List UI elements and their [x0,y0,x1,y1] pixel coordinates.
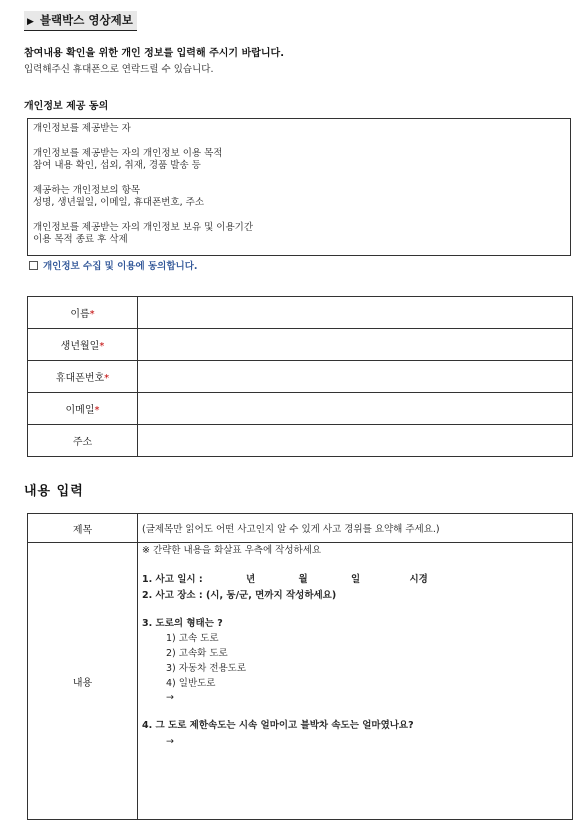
address-label [28,425,138,457]
required-mark: * [89,309,95,320]
content-table [27,513,573,820]
year-label: 년 [245,574,256,585]
consent-items-title: 제공하는 개인정보의 항목 [33,184,140,196]
page-title [24,11,137,31]
email-label [28,393,138,425]
personal-info-table [27,296,573,457]
consent-purpose: 참여 내용 확인, 섭외, 취재, 경품 발송 등 [33,160,201,171]
email-input[interactable] [138,393,573,425]
body-textarea[interactable] [138,543,573,820]
field-label: 생년월일 [60,341,100,352]
body-note: ※ 간략한 내용을 화살표 우측에 작성하세요 [142,545,322,556]
table-row [28,361,573,393]
address-input[interactable] [138,425,573,457]
accident-date-line [142,574,568,586]
birthdate-input[interactable] [138,329,573,361]
agree-checkbox-row[interactable] [29,258,198,272]
phone-input[interactable] [138,361,573,393]
required-mark: * [99,341,105,352]
q1-label: 1. 사고 일시 : [142,574,203,585]
consent-recipient: 개인정보를 제공받는 자 [33,123,131,134]
table-row [28,393,573,425]
arrow-icon: → [166,736,174,747]
table-row [28,329,573,361]
subject-input[interactable]: (글제목만 읽어도 어떤 사고인지 알 수 있게 사고 경위를 요약해 주세요.) [138,514,573,543]
consent-period: 이용 목적 종료 후 삭제 [33,234,128,245]
road-type-item: 2) 고속화 도로 [166,648,228,659]
consent-heading: 개인정보 제공 동의 [24,101,109,112]
body-label: 내용 [28,543,138,820]
consent-purpose-title: 개인정보를 제공받는 자의 개인정보 이용 목적 [33,147,223,159]
intro-line-2: 입력해주신 휴대폰으로 연락드릴 수 있습니다. [24,64,214,75]
table-row [28,297,573,329]
field-label: 휴대폰번호 [55,373,105,384]
q3: 3. 도로의 형태는 ? [142,618,223,629]
consent-textbox[interactable] [27,118,571,256]
table-row [28,543,573,820]
subject-label: 제목 [28,514,138,543]
road-type-item: 4) 일반도로 [166,678,216,689]
q4: 4. 그 도로 제한속도는 시속 얼마이고 블박차 속도는 얼마였나요? [142,720,414,731]
consent-items: 성명, 생년월일, 이메일, 휴대폰번호, 주소 [33,197,204,208]
required-mark: * [104,373,110,384]
required-mark: * [94,405,100,416]
table-row [28,425,573,457]
road-type-item: 3) 자동차 전용도로 [166,663,247,674]
arrow-icon: → [166,692,174,703]
birthdate-label [28,329,138,361]
q2: 2. 사고 장소 : (시, 동/군, 면까지 작성하세요) [142,590,337,601]
field-label: 이름 [70,309,90,320]
consent-period-title: 개인정보를 제공받는 자의 개인정보 보유 및 이용기간 [33,221,254,233]
agree-label[interactable]: 개인정보 수집 및 이용에 동의합니다. [43,261,198,272]
name-label [28,297,138,329]
name-input[interactable] [138,297,573,329]
field-label: 이메일 [65,405,95,416]
triangle-right-icon: ▶ [27,17,34,27]
day-label: 일 [350,574,361,585]
month-label: 월 [298,574,308,585]
intro-line-1: 참여내용 확인을 위한 개인 정보를 입력해 주시기 바랍니다. [24,48,285,59]
page-title-text: 블랙박스 영상제보 [39,13,133,27]
agree-checkbox[interactable] [29,261,38,270]
field-label: 주소 [72,437,93,448]
content-section-heading: 내용 입력 [24,484,84,499]
road-type-item: 1) 고속 도로 [166,633,219,644]
hour-label: 시경 [409,574,428,585]
table-row [28,514,573,543]
phone-label [28,361,138,393]
